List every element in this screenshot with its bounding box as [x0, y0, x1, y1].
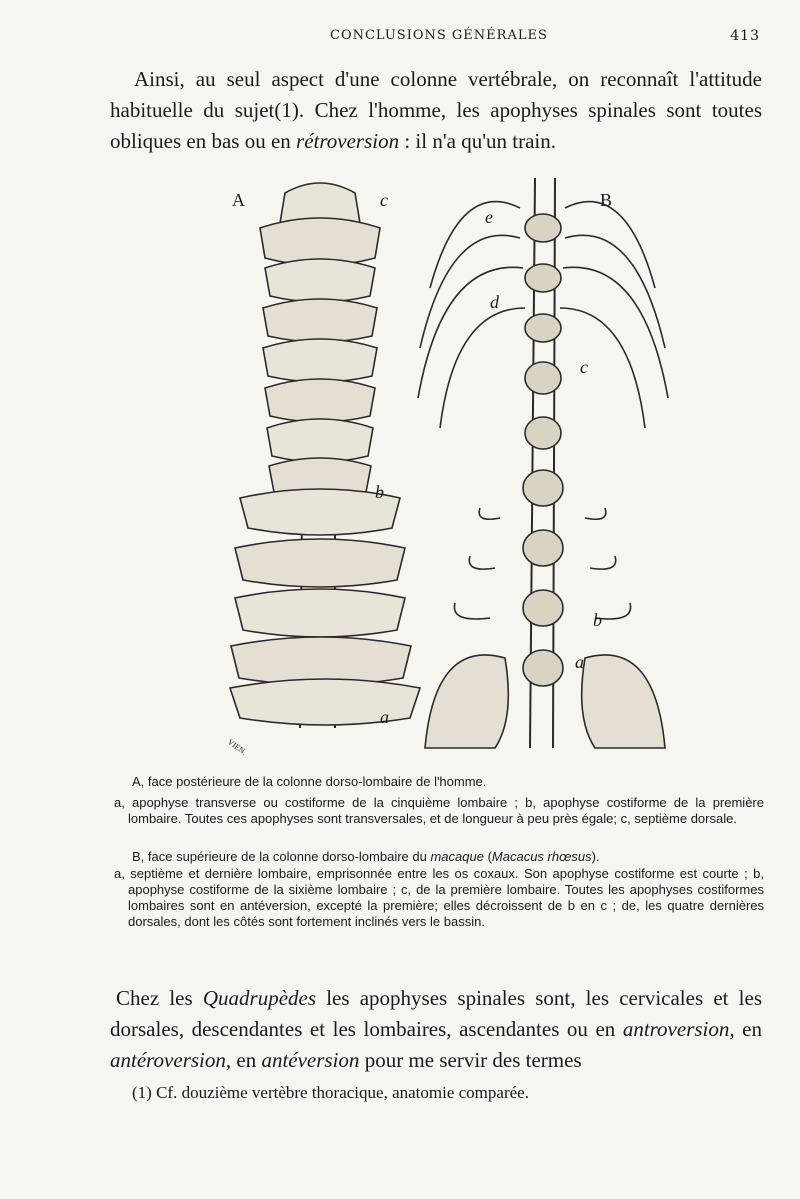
human-spine-drawing — [230, 183, 420, 728]
spine-illustration — [135, 168, 755, 768]
quad-text-1: Chez les — [116, 986, 203, 1010]
caption-B-text-2: ( — [483, 849, 492, 864]
intro-text-1: Ainsi, au seul aspect d'une colonne vertébrale, on reconnaît l'attitude habituelle du sujet — [110, 67, 762, 122]
quad-text-2: les apophyses spinales sont, les cervicales et les dorsales, descendantes et les lombaires, ascendantes ou en — [110, 986, 762, 1041]
quad-emphasis-2: antroversion — [622, 1017, 730, 1041]
caption-B-text-1: B, face supérieure de la colonne dorso-lombaire du — [132, 849, 431, 864]
label-B-a: a — [575, 652, 584, 672]
engraver-signature: VIEN. — [225, 737, 249, 757]
footnote: (1) Cf. douzième vertèbre thoracique, anatomie comparée. — [132, 1083, 529, 1102]
quad-emphasis-3: antéroversion — [110, 1048, 226, 1072]
running-head — [110, 28, 760, 50]
caption-B-heading — [114, 849, 764, 865]
quadrupeds-paragraph — [110, 983, 762, 1076]
quad-emphasis-4: antéversion — [261, 1048, 360, 1072]
figure-label-A: A — [232, 190, 245, 210]
figure-label-B: B — [600, 190, 613, 210]
label-A-c: c — [380, 190, 388, 210]
caption-B-body — [114, 866, 764, 930]
label-A-b: b — [375, 482, 384, 502]
intro-text-2: . Chez l'homme, les apophyses spinales sont toutes obliques en bas ou en — [110, 98, 762, 153]
spine-figure — [135, 168, 755, 768]
intro-text-3: : il n'a qu'un train. — [399, 129, 556, 153]
quad-emphasis-1: Quadrupèdes — [202, 986, 317, 1010]
caption-B-text-3: ). — [591, 849, 600, 864]
caption-B-emphasis-2: Macacus rhœsus — [491, 849, 592, 864]
intro-paragraph — [110, 64, 762, 157]
label-A-a: a — [380, 707, 389, 727]
page-number: 413 — [730, 28, 760, 44]
macaque-spine-drawing — [418, 178, 668, 748]
quad-text-4: , en — [225, 1048, 262, 1072]
chapter-title: CONCLUSIONS GÉNÉRALES — [330, 28, 548, 43]
label-B-e: e — [485, 207, 493, 227]
caption-A-body — [114, 795, 764, 827]
caption-B-emphasis-1: macaque — [430, 849, 484, 864]
label-B-c: c — [580, 357, 588, 377]
intro-emphasis: rétroversion — [296, 129, 400, 153]
caption-A-heading: A, face postérieure de la colonne dorso-lombaire de l'homme. — [132, 774, 487, 789]
caption-A-text: a, apophyse transverse ou costiforme de la cinquième lombaire ; b, apophyse costiforme de la première lombaire. Toutes ces apophyses sont transversales, et de longueur à peu près égale; c, septième dorsale. — [114, 795, 764, 826]
quad-text-5: pour me servir des termes — [359, 1048, 582, 1072]
footnote-reference: (1) — [274, 98, 299, 122]
quad-text-3: , en — [729, 1017, 763, 1041]
label-B-d: d — [490, 292, 499, 312]
caption-B-text: a, septième et dernière lombaire, emprisonnée entre les os coxaux. Son apophyse costiforme est courte ; b, apophyse costiforme de la sixième lombaire ; c, de la première lombaire. Toutes les apophyses costiformes lombaires sont en antéversion, excepté la première; elles décroissent de b en c ; de, les quatre dernières dorsales, dont les côtés sont fortement inclinés vers le bassin. — [114, 866, 764, 929]
label-B-b: b — [593, 610, 602, 630]
